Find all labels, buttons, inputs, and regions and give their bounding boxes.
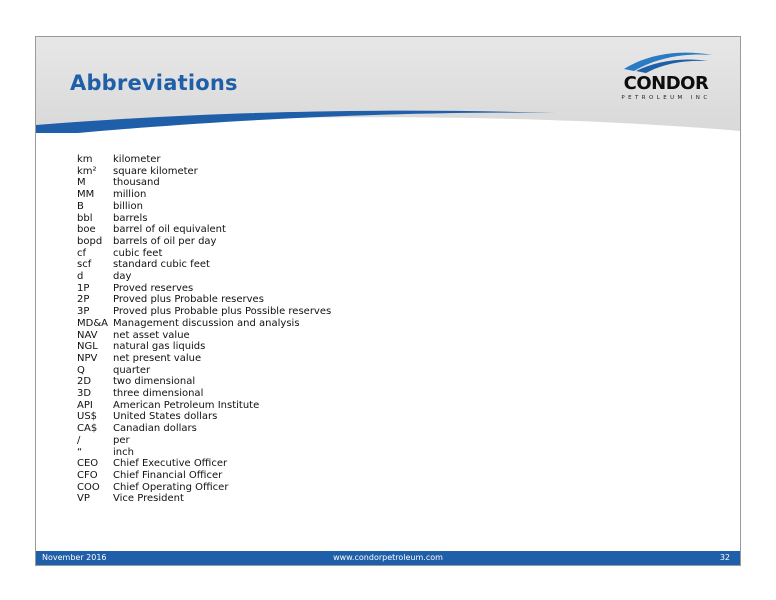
abbreviation-code: 3D (77, 388, 92, 400)
abbreviation-row (77, 259, 331, 271)
logo-wordmark: CONDOR (623, 73, 709, 94)
abbreviation-row (77, 189, 331, 201)
abbreviation-code: API (77, 399, 93, 411)
abbreviation-definition: cubic feet (113, 247, 163, 259)
abbreviation-definition: million (113, 189, 147, 201)
abbreviation-definition: United States dollars (113, 411, 218, 423)
abbreviation-definition: Proved reserves (113, 282, 194, 294)
abbreviation-definition: inch (113, 446, 134, 458)
abbreviation-code: 2P (77, 294, 90, 306)
abbreviation-code: km (77, 154, 93, 165)
footer-bar (36, 551, 740, 565)
abbreviation-code: Q (77, 364, 85, 376)
footer-website-link[interactable]: www.condorpetroleum.com (333, 553, 443, 562)
abbreviation-code: B (77, 200, 84, 212)
abbreviation-row (77, 400, 331, 412)
abbreviation-definition: billion (113, 200, 143, 212)
abbreviation-definition: American Petroleum Institute (113, 399, 260, 411)
abbreviation-row (77, 177, 331, 189)
abbreviation-row (77, 482, 331, 494)
abbreviation-code: NGL (77, 341, 98, 353)
abbreviation-definition: thousand (113, 177, 160, 189)
abbreviation-code: 1P (77, 282, 90, 294)
abbreviation-row (77, 435, 331, 447)
abbreviation-definition: Chief Financial Officer (113, 469, 223, 481)
slide (35, 36, 741, 566)
abbreviation-definition: three dimensional (113, 388, 204, 400)
abbreviation-row (77, 376, 331, 388)
abbreviation-row (77, 213, 331, 225)
abbreviation-definition: two dimensional (113, 376, 196, 388)
abbreviation-definition: Chief Executive Officer (113, 458, 228, 470)
abbreviation-row (77, 447, 331, 459)
abbreviation-definition: per (113, 434, 130, 446)
abbreviation-row (77, 248, 331, 260)
abbreviation-code: VP (77, 493, 90, 505)
abbreviation-row (77, 224, 331, 236)
abbreviation-code: bbl (77, 212, 93, 224)
abbreviation-row (77, 470, 331, 482)
abbreviation-row (77, 283, 331, 295)
abbreviation-definition: kilometer (113, 154, 161, 165)
abbreviation-code: “ (77, 446, 83, 458)
abbreviation-row (77, 201, 331, 213)
abbreviation-row (77, 294, 331, 306)
abbreviation-list (77, 154, 331, 505)
abbreviation-definition: net asset value (113, 329, 190, 341)
logo-subtitle: PETROLEUM INC (621, 95, 711, 101)
abbreviation-row (77, 353, 331, 365)
abbreviation-definition: barrels (113, 212, 148, 224)
abbreviation-definition: square kilometer (113, 165, 198, 177)
abbreviation-row (77, 330, 331, 342)
abbreviation-row (77, 365, 331, 377)
footer-date: November 2016 (42, 553, 107, 562)
abbreviation-definition: Canadian dollars (113, 423, 197, 435)
abbreviation-code: NPV (77, 352, 98, 364)
abbreviation-code: CEO (77, 458, 99, 470)
abbreviation-definition: Vice President (113, 493, 184, 505)
abbreviation-definition: net present value (113, 352, 202, 364)
abbreviation-row (77, 271, 331, 283)
page-title: Abbreviations (70, 71, 238, 95)
abbreviation-code: cf (77, 247, 87, 259)
abbreviation-definition: Chief Operating Officer (113, 481, 229, 493)
page-number: 32 (719, 553, 730, 562)
abbreviation-code: / (77, 434, 81, 446)
abbreviation-row (77, 493, 331, 505)
abbreviation-row (77, 411, 331, 423)
abbreviation-code: 3P (77, 306, 90, 318)
abbreviation-code: M (77, 177, 86, 189)
abbreviation-definition: day (113, 271, 132, 283)
abbreviation-definition: natural gas liquids (113, 341, 206, 353)
abbreviation-definition: Proved plus Probable reserves (113, 294, 264, 306)
abbreviation-code: NAV (77, 329, 98, 341)
abbreviation-row (77, 166, 331, 178)
abbreviation-code: d (77, 271, 84, 283)
abbreviation-row (77, 236, 331, 248)
abbreviation-row (77, 458, 331, 470)
abbreviation-definition: barrel of oil equivalent (113, 224, 226, 236)
abbreviation-definition: quarter (113, 364, 151, 376)
abbreviation-definition: standard cubic feet (113, 259, 210, 271)
abbreviation-code: MM (77, 189, 95, 201)
abbreviation-code: bopd (77, 235, 103, 247)
abbreviation-row (77, 306, 331, 318)
abbreviation-code: boe (77, 224, 96, 236)
abbreviation-code: COO (77, 481, 100, 493)
abbreviation-row (77, 423, 331, 435)
abbreviation-code: CFO (77, 469, 98, 481)
abbreviation-row (77, 341, 331, 353)
abbreviation-row (77, 154, 331, 166)
abbreviation-row (77, 388, 331, 400)
abbreviation-code: CA$ (77, 423, 98, 435)
abbreviation-definition: Proved plus Probable plus Possible reserves (113, 306, 332, 318)
abbreviation-definition: barrels of oil per day (113, 235, 217, 247)
abbreviation-definition: Management discussion and analysis (113, 317, 300, 329)
abbreviation-code: km² (77, 165, 97, 177)
abbreviation-code: MD&A (77, 317, 108, 329)
abbreviation-code: 2D (77, 376, 92, 388)
abbreviation-code: US$ (77, 411, 98, 423)
condor-logo (616, 47, 716, 113)
abbreviation-row (77, 318, 331, 330)
abbreviation-code: scf (77, 259, 92, 271)
